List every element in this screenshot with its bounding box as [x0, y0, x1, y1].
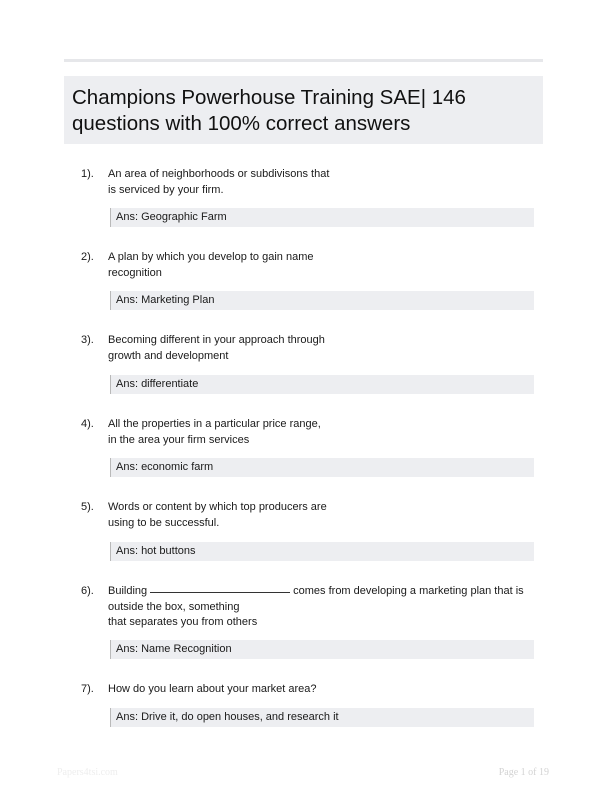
question-number: 7).	[81, 683, 94, 695]
question-text: An area of neighborhoods or subdivisons that is serviced by your firm.	[108, 168, 330, 196]
question-text: A plan by which you develop to gain name recognition	[108, 251, 314, 279]
question-text	[108, 584, 528, 631]
document-title: Champions Powerhouse Training SAE| 146 questions with 100% correct answers	[72, 86, 466, 135]
top-divider	[64, 59, 543, 62]
question-number: 3).	[81, 334, 94, 346]
question-text-rest: outside the box, something that separates you from others	[108, 600, 258, 628]
answer-box: Ans: Marketing Plan	[110, 291, 534, 310]
answer-box: Ans: Drive it, do open houses, and research it	[110, 708, 534, 727]
question-text-after: comes from developing a marketing plan that is	[293, 585, 524, 597]
title-box	[64, 76, 543, 144]
question-text: Becoming different in your approach through growth and development	[108, 334, 325, 362]
answer-box: Ans: Geographic Farm	[110, 208, 534, 227]
question-number: 6).	[81, 585, 94, 597]
answer-box: Ans: Name Recognition	[110, 640, 534, 659]
page-number: Page 1 of 19	[498, 767, 549, 778]
question-number: 1).	[81, 168, 94, 180]
answer-box: Ans: differentiate	[110, 375, 534, 394]
question-text: All the properties in a particular price range, in the area your firm services	[108, 418, 321, 446]
fill-in-blank	[150, 592, 290, 593]
question-text: How do you learn about your market area?	[108, 683, 317, 695]
answer-box: Ans: economic farm	[110, 458, 534, 477]
question-text-before: Building	[108, 585, 148, 597]
question-number: 2).	[81, 251, 94, 263]
answer-box: Ans: hot buttons	[110, 542, 534, 561]
question-number: 5).	[81, 501, 94, 513]
footer-watermark: Papers4tsi.com	[57, 767, 118, 778]
question-number: 4).	[81, 418, 94, 430]
question-text: Words or content by which top producers are using to be successful.	[108, 501, 327, 529]
